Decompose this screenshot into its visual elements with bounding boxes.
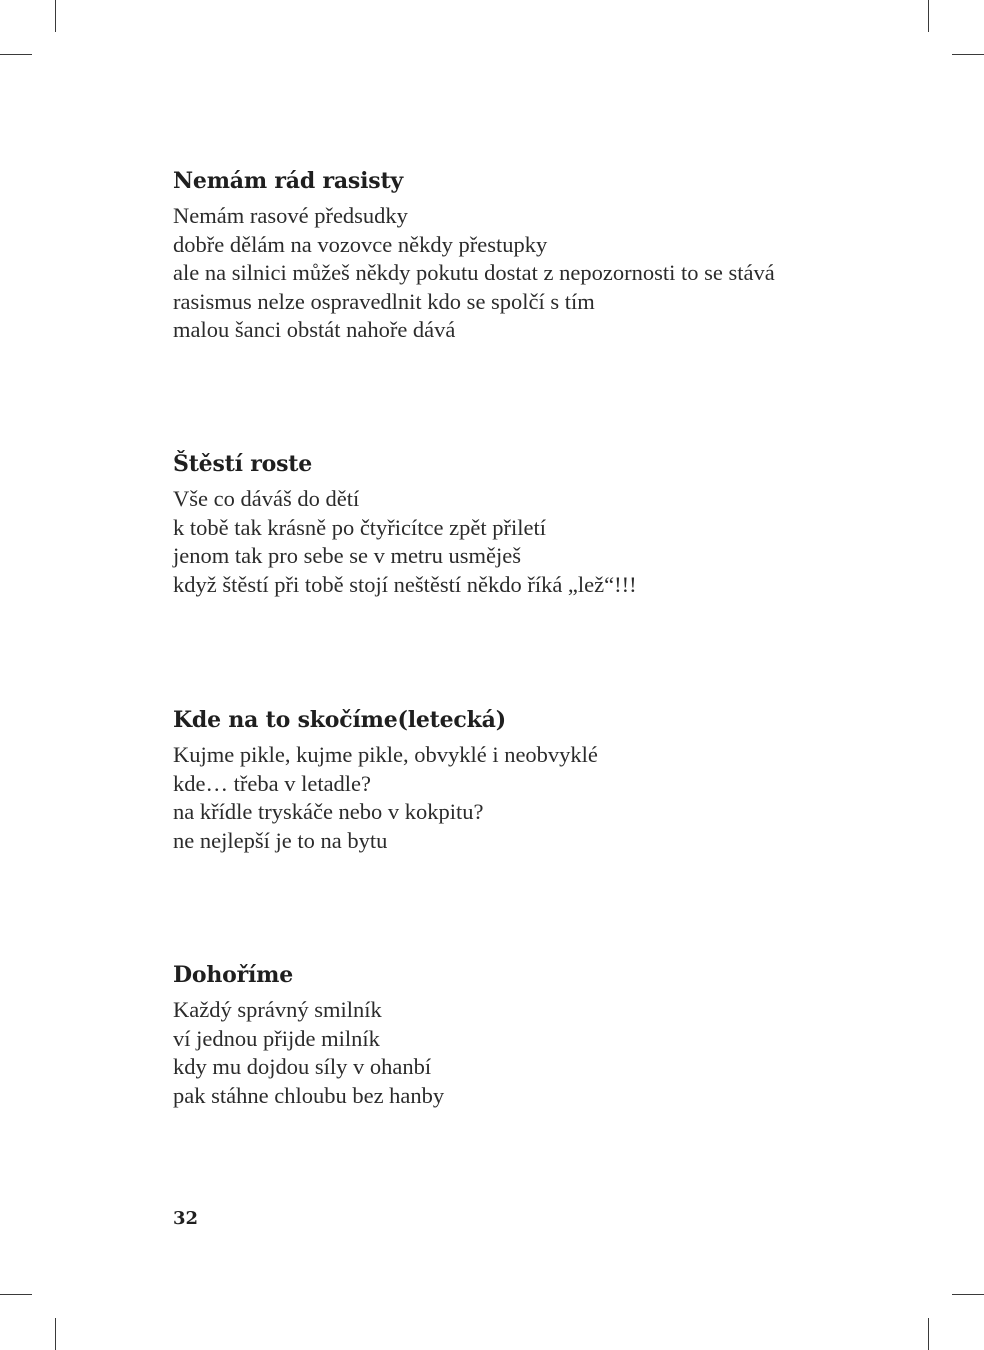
- poem-line: jenom tak pro sebe se v metru usměješ: [173, 543, 522, 569]
- poem-line: pak stáhne chloubu bez hanby: [173, 1082, 445, 1108]
- poem-title: Štěstí roste: [173, 451, 313, 477]
- poem-line: k tobě tak krásně po čtyřicítce zpět přiletí: [173, 514, 546, 540]
- crop-mark-top-right-vertical: [928, 0, 929, 32]
- poem-line: kdy mu dojdou síly v ohanbí: [173, 1054, 432, 1080]
- poem-stesti-roste: [173, 449, 637, 599]
- poem-line: rasismus nelze ospravedlnit kdo se spolčí s tím: [173, 288, 595, 314]
- crop-mark-top-right-horizontal: [952, 54, 984, 55]
- poem-line: Každý správný smilník: [173, 997, 382, 1022]
- poem-line: ale na silnici můžeš někdy pokutu dostat z nepozornosti to se stává: [173, 260, 775, 286]
- page-number: 32: [173, 1208, 199, 1229]
- crop-mark-top-left-vertical: [55, 0, 56, 32]
- crop-mark-top-left-horizontal: [0, 54, 32, 55]
- poem-line: když štěstí při tobě stojí neštěstí někdo říká „lež“!!!: [173, 571, 637, 597]
- poem-line: ne nejlepší je to na bytu: [173, 827, 388, 853]
- poem-line: dobře dělám na vozovce někdy přestupky: [173, 231, 548, 257]
- crop-mark-bottom-left-vertical: [55, 1318, 56, 1350]
- poem-dohorime: [173, 960, 444, 1110]
- poem-line: kde… třeba v letadle?: [173, 770, 372, 796]
- poem-line: malou šanci obstát nahoře dává: [173, 317, 456, 343]
- poem-title: Kde na to skočíme(letecká): [173, 707, 506, 733]
- poem-line: Vše co dáváš do dětí: [173, 486, 360, 511]
- poem-kde-na-to-skocime: [173, 705, 598, 855]
- poem-line: Nemám rasové předsudky: [173, 203, 408, 228]
- crop-mark-bottom-right-horizontal: [952, 1294, 984, 1295]
- poem-line: na křídle tryskáče nebo v kokpitu?: [173, 799, 484, 825]
- poem-line: ví jednou přijde milník: [173, 1025, 380, 1051]
- poem-title: Nemám rád rasisty: [173, 168, 403, 194]
- crop-mark-bottom-left-horizontal: [0, 1294, 32, 1295]
- poem-line: Kujme pikle, kujme pikle, obvyklé i neobvyklé: [173, 742, 598, 767]
- crop-mark-bottom-right-vertical: [928, 1318, 929, 1350]
- poem-nemam-rad-rasisty: [173, 166, 775, 345]
- poem-title: Dohoříme: [173, 962, 294, 988]
